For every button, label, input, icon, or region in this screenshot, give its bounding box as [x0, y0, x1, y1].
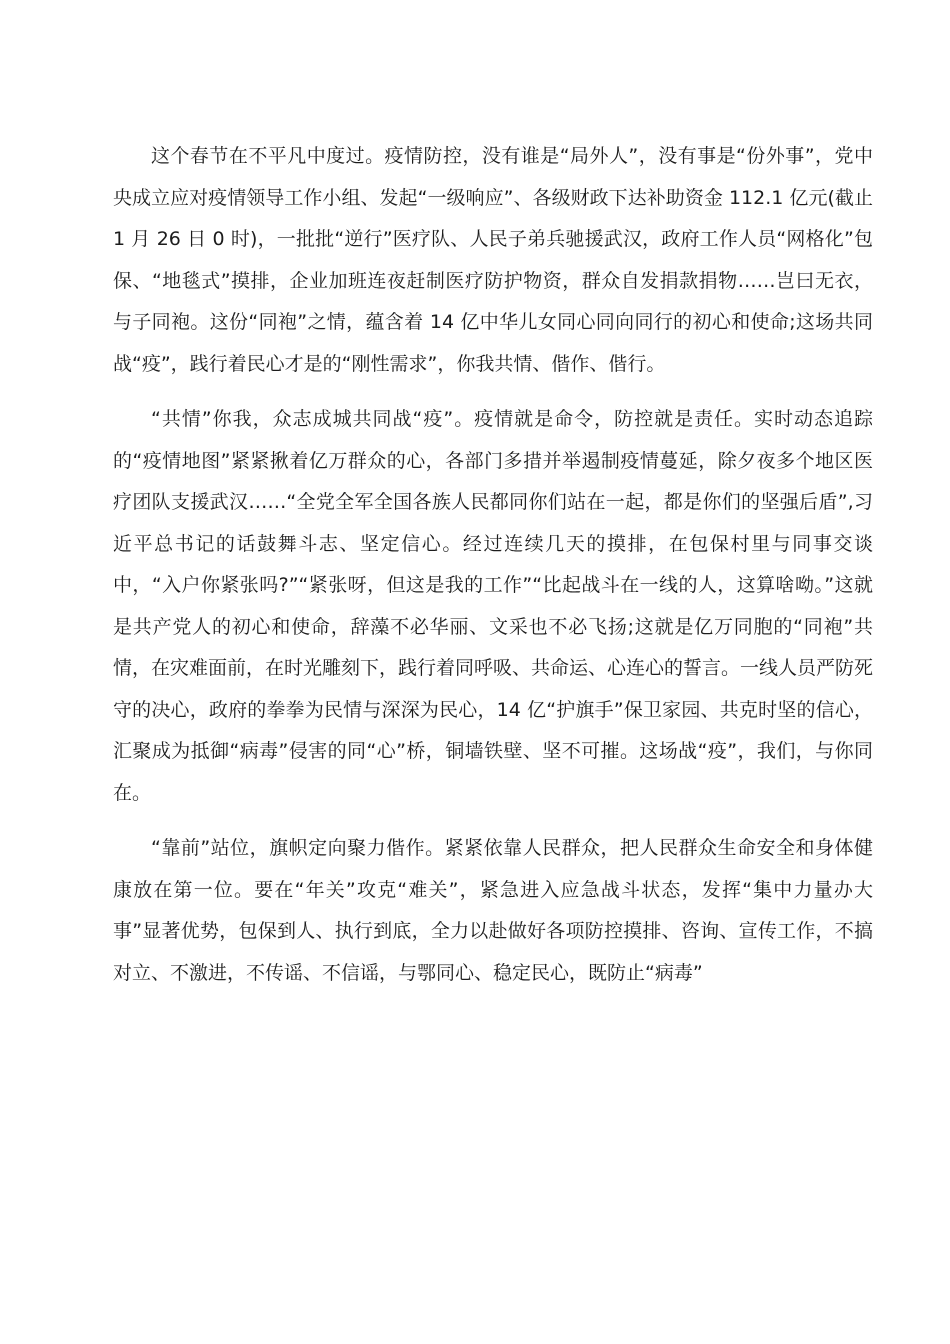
- paragraph-3: “靠前”站位，旗帜定向聚力偕作。紧紧依靠人民群众，把人民群众生命安全和身体健康放在第一位。要在“年关”攻克“难关”，紧急进入应急战斗状态，发挥“集中力量办大事”显著优势，包保到人、执行到底，全力以赴做好各项防控摸排、咨询、宣传工作，不搞对立、不激进，不传谣、不信谣，与鄂同心、稳定民心，既防止“病毒”: [113, 837, 873, 984]
- paragraph-2: “共情”你我，众志成城共同战“疫”。疫情就是命令，防控就是责任。实时动态追踪的“疫情地图”紧紧揪着亿万群众的心，各部门多措并举遏制疫情蔓延，除夕夜多个地区医疗团队支援武汉……“全党全军全国各族人民都同你们站在一起，都是你们的坚强后盾”,习近平总书记的话鼓舞斗志、坚定信心。经过连续几天的摸排，在包保村里与同事交谈中，“入户你紧张吗?”“紧张呀，但这是我的工作”“比起战斗在一线的人，这算啥呦。”这就是共产党人的初心和使命，辞藻不必华丽、文采也不必飞扬;这就是亿万同胞的“同袍”共情，在灾难面前，在时光雕刻下，践行着同呼吸、共命运、心连心的誓言。一线人员严防死守的决心，政府的拳拳为民情与深深为民心，14 亿“护旗手”保卫家园、共克时坚的信心，汇聚成为抵御“病毒”侵害的同“心”桥，铜墙铁壁、坚不可摧。这场战“疫”，我们，与你同在。: [113, 408, 874, 804]
- paragraph-1: 这个春节在不平凡中度过。疫情防控，没有谁是“局外人”，没有事是“份外事”，党中央成立应对疫情领导工作小组、发起“一级响应”、各级财政下达补助资金 112.1 亿元(截止 1 月 26 日 0 时)，一批批“逆行”医疗队、人民子弟兵驰援武汉，政府工作人员“网格化”包保、“地毯式”摸排，企业加班连夜赶制医疗防护物资，群众自发捐款捐物……岂曰无衣，与子同袍。这份“同袍”之情，蕴含着 14 亿中华儿女同心同向同行的初心和使命;这场共同战“疫”，践行着民心才是的“刚性需求”，你我共情、偕作、偕行。: [113, 145, 873, 375]
- document-body: [113, 136, 873, 1008]
